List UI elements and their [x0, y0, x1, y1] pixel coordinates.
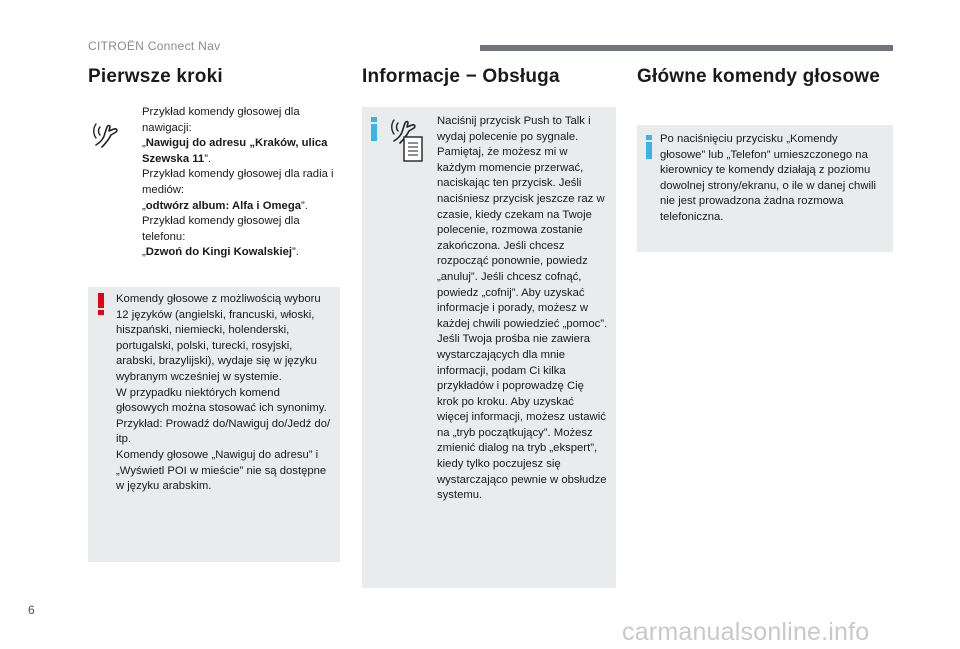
languages-paragraph: Komendy głosowe z możliwością wyboru 12 języków (angielski, francuski, włoski, hiszpański, niemiecki, holenderski, portugalski, polski, turecki, rosyjski, arabski, brazylijski), wydaje się w języku wybranym wcześniej w systemie. — [116, 293, 321, 383]
quote-close: ”. — [301, 199, 308, 212]
example-media-command — [142, 199, 340, 215]
voice-examples — [88, 105, 340, 261]
quote-close: ”. — [292, 246, 299, 259]
languages-warning-note — [88, 287, 340, 562]
example-navigation-label: Przykład komendy głosowej dla nawigacji: — [142, 106, 300, 134]
usage-note-text: Naciśnij przycisk Push to Talk i wydaj polecenie po sygnale. Pamiętaj, że możesz mi w każdym momencie przerwać, naciskając ten przycisk. Jeśli naciśniesz przycisk jeszcze raz w czasie, kiedy czekam na Twoje polecenie, rozmowa zostanie zakończona. Jeśli chcesz rozpocząć ponownie, powiedz „anuluj”. Jeśli chcesz cofnąć, powiedz „cofnij”. Aby uzyskać informacje i porady, możesz w każdej chwili powiedzieć „pomoc”. Jeśli Twoja prośba nie zawiera wystarczających dla mnie informacji, podam Ci kilka przykładów i poprowadzę Cię krok po kroku. Aby uzyskać więcej informacji, możesz ustawić na „tryb początkujący”. Możesz zmienić dialog na tryb „ekspert”, kiedy tylko poczujesz się wystarczająco pewnie w obsłudze systemu. — [437, 115, 608, 502]
example-phone-command — [142, 245, 340, 261]
usage-info-note — [362, 107, 616, 588]
example-media-label: Przykład komendy głosowej dla radia i mediów: — [142, 168, 334, 196]
voice-help-icon — [390, 113, 424, 165]
page-number: 6 — [28, 603, 35, 617]
command-phone: Dzwoń do Kingi Kowalskiej — [145, 246, 293, 259]
heading-first-steps: Pierwsze kroki — [88, 66, 223, 87]
synonyms-paragraph: W przypadku niektórych komend głosowych można stosować ich synonimy. — [116, 386, 327, 415]
column-information-usage — [362, 66, 616, 88]
heading-information-usage: Informacje − Obsługa — [362, 66, 560, 87]
column-first-steps — [88, 66, 340, 88]
command-navigation: Nawiguj do adresu „Kraków, ulica Szewska 11 — [142, 137, 328, 165]
example-phone-label: Przykład komendy głosowej dla telefonu: — [142, 215, 300, 243]
synonyms-example: Przykład: Prowadź do/Nawiguj do/Jedź do/ itp. — [116, 417, 331, 446]
watermark: carmanualsonline.info — [622, 618, 870, 646]
arabic-limitation: Komendy głosowe „Nawiguj do adresu” i „Wyświetl POI w mieście” nie są dostępne w języku arabskim. — [116, 448, 327, 493]
languages-note-text — [116, 292, 332, 495]
quote-close: ”. — [204, 152, 212, 165]
heading-main-voice-commands: Główne komendy głosowe — [637, 66, 880, 87]
info-icon — [371, 117, 377, 141]
quote-open: „ — [142, 137, 146, 150]
main-commands-info-note — [637, 125, 893, 252]
quote-open: „ — [142, 246, 146, 259]
command-media: odtwórz album: Alfa i Omega — [145, 199, 302, 212]
example-navigation-command — [142, 136, 340, 167]
voice-examples-text — [142, 105, 340, 261]
quote-open: „ — [142, 199, 146, 212]
warning-icon — [98, 293, 104, 315]
voice-command-icon — [92, 117, 126, 151]
info-icon — [646, 135, 652, 159]
main-commands-note-text: Po naciśnięciu przycisku „Komendy głosowe” lub „Telefon” umieszczonego na kierownicy te komendy działają z poziomu dowolnej strony/ekranu, o ile w danej chwili nie jest prowadzona żadna rozmowa telefoniczna. — [660, 133, 877, 223]
column-main-voice-commands — [637, 66, 893, 88]
header-title: CITROËN Connect Nav — [88, 39, 221, 53]
header-bar — [480, 45, 893, 51]
